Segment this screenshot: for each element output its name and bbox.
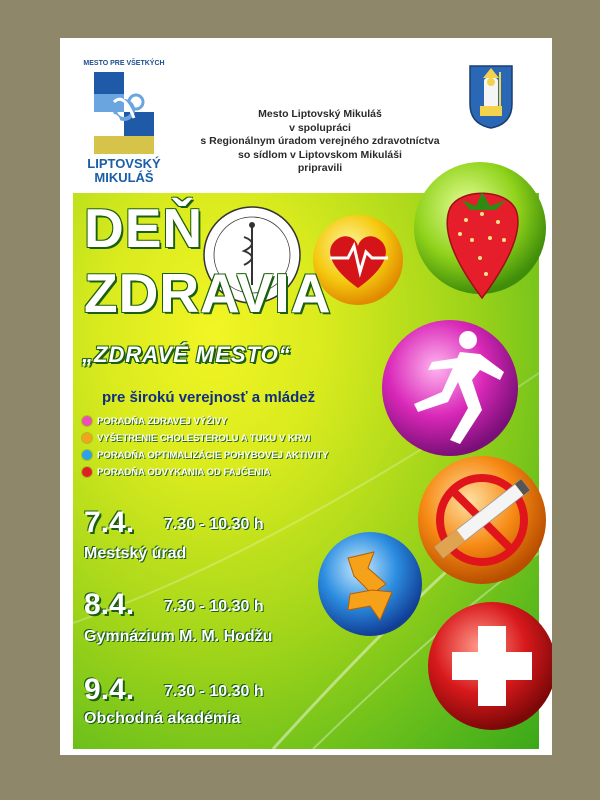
title-line2: ZDRAVIA	[84, 262, 332, 324]
schedule-date: 8.4.	[84, 588, 135, 621]
header-line: pripravili	[297, 162, 343, 174]
service-item	[82, 416, 227, 427]
schedule-place: Mestský úrad	[84, 545, 187, 562]
schedule-time: 7.30 - 10.30 h	[164, 598, 264, 615]
schedule-place: Obchodná akadémia	[84, 710, 241, 727]
title-line1: DEŇ	[84, 197, 204, 259]
schedule-place: Gymnázium M. M. Hodžu	[84, 628, 273, 645]
no-smoking-sphere	[418, 456, 546, 584]
bullet-icon	[82, 450, 92, 460]
strawberry-sphere	[414, 162, 546, 298]
service-item	[82, 450, 329, 461]
schedule-time: 7.30 - 10.30 h	[164, 516, 264, 533]
bullet-icon	[82, 416, 92, 426]
service-label: PORADŇA ODVYKANIA OD FAJČENIA	[97, 467, 271, 478]
red-cross-sphere	[428, 602, 552, 730]
poster	[60, 38, 552, 755]
bullet-icon	[82, 467, 92, 477]
service-label: PORADŇA OPTIMALIZÁCIE POHYBOVEJ AKTIVITY	[97, 450, 329, 461]
schedule-date: 7.4.	[84, 506, 135, 539]
header-line: v spolupráci	[289, 121, 351, 134]
runner-sphere	[382, 320, 518, 456]
header-line: so sídlom v Liptovskom Mikuláši	[238, 148, 402, 161]
schedule-time: 7.30 - 10.30 h	[164, 683, 264, 700]
service-label: VYŠETRENIE CHOLESTEROLU A TUKU V KRVI	[97, 433, 311, 444]
header-line: s Regionálnym úradom verejného zdravotníctva	[200, 135, 440, 147]
audience: pre širokú verejnosť a mládež	[102, 389, 316, 406]
recycle-sphere	[318, 532, 422, 636]
service-label: PORADŇA ZDRAVEJ VÝŽIVY	[97, 416, 228, 427]
logo-tagline: MESTO PRE VŠETKÝCH	[83, 60, 165, 67]
subtitle: „ZDRAVÉ MESTO“	[82, 342, 291, 367]
bullet-icon	[82, 433, 92, 443]
schedule-date: 9.4.	[84, 673, 135, 706]
health-spheres	[310, 148, 552, 753]
service-item	[82, 467, 270, 478]
city-logo-icon	[94, 72, 154, 154]
logo-name-line1: LIPTOVSKÝ	[87, 156, 161, 171]
header-line: Mesto Liptovský Mikuláš	[258, 108, 382, 120]
logo-name-line2: MIKULÁŠ	[94, 170, 154, 185]
city-logo	[80, 60, 168, 184]
service-item	[82, 433, 310, 444]
